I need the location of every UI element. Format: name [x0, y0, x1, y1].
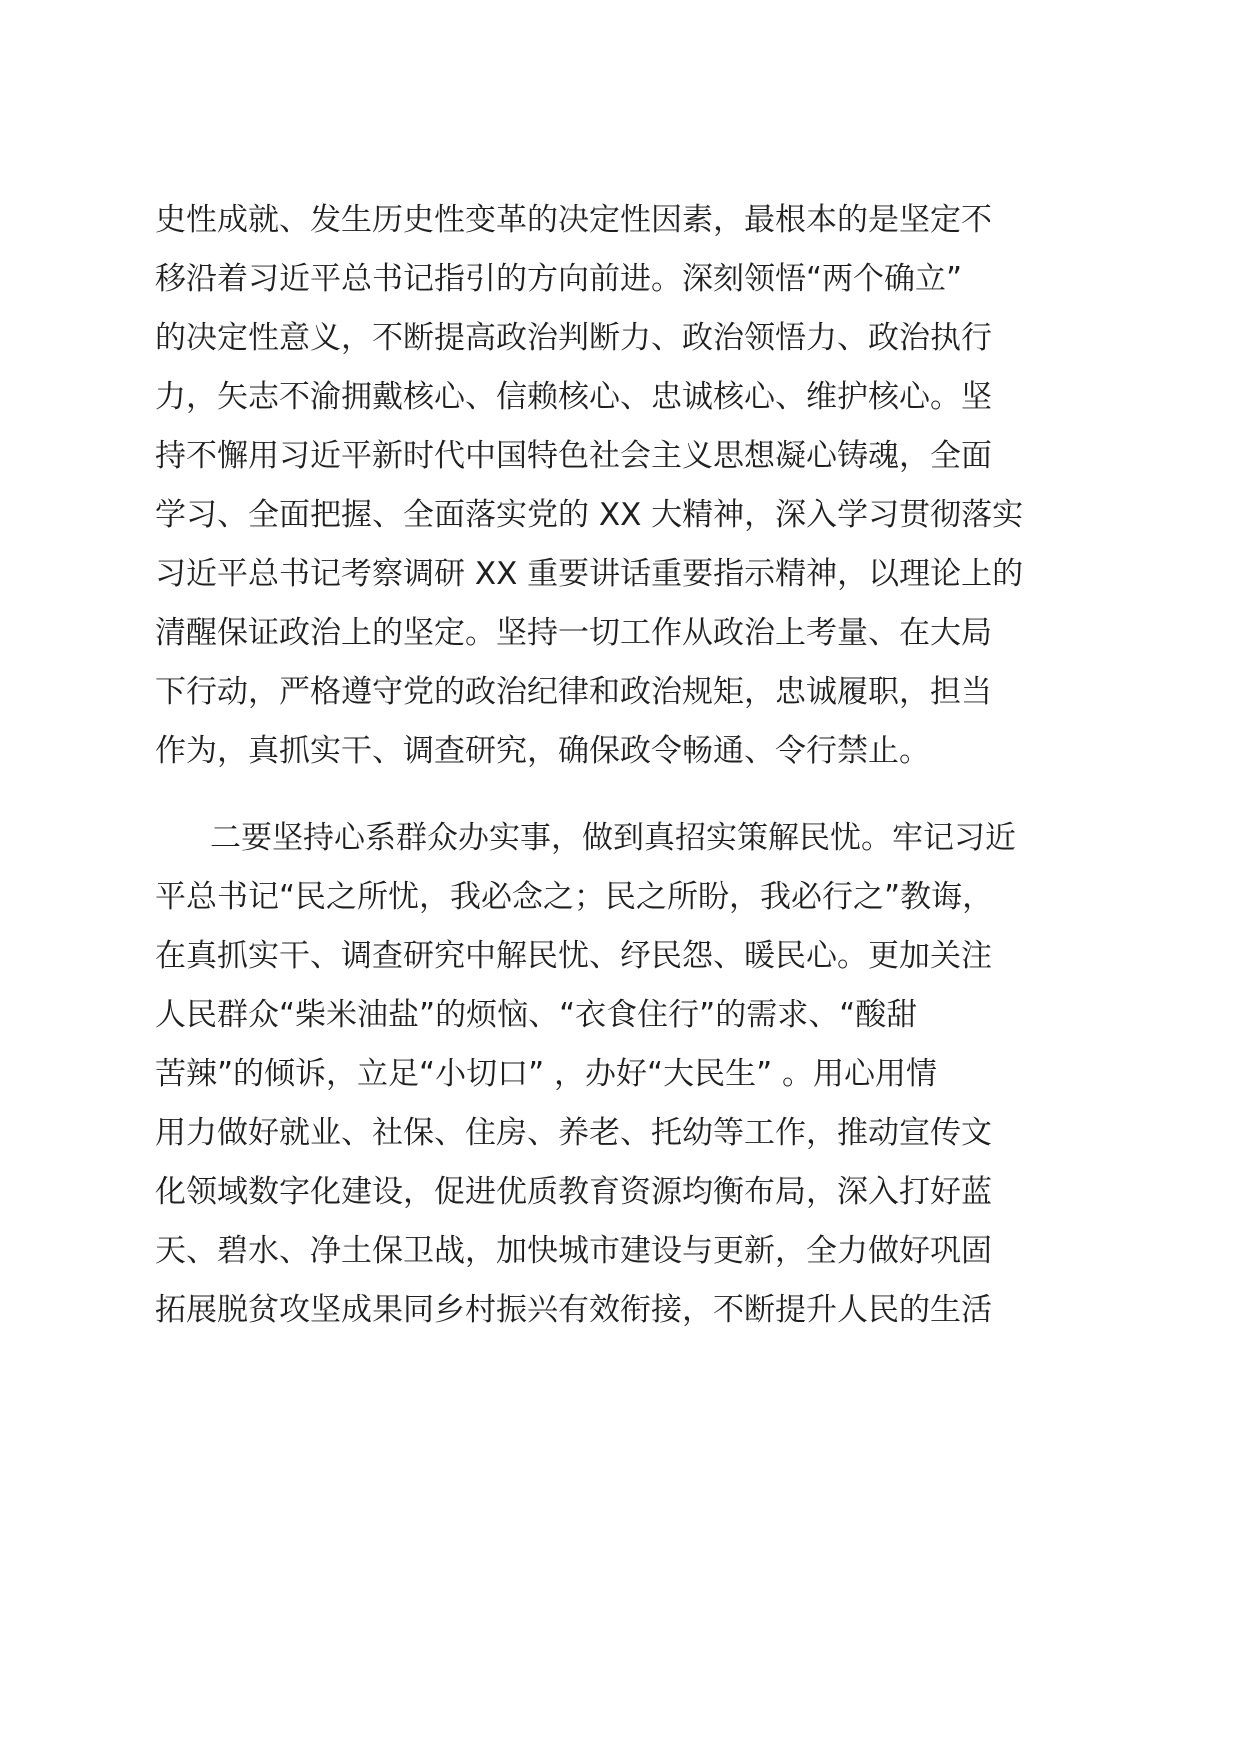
paragraph-1-line: 史性成就、发生历史性变革的决定性因素，最根本的是坚定不: [155, 202, 992, 238]
paragraph-2-line: 天、碧水、净土保卫战，加快城市建设与更新，全力做好巩固: [155, 1233, 992, 1269]
paragraph-2-line: 人民群众“柴米油盐”的烦恼、“衣食住行”的需求、“酸甜: [155, 997, 918, 1033]
paragraph-1-line: 下行动，严格遵守党的政治纪律和政治规矩，忠诚履职，担当: [155, 674, 992, 710]
paragraph-1-line: 清醒保证政治上的坚定。坚持一切工作从政治上考量、在大局: [155, 615, 992, 651]
paragraph-2-line: 用力做好就业、社保、住房、养老、托幼等工作，推动宣传文: [155, 1115, 992, 1151]
paragraph-1-line: 力，矢志不渝拥戴核心、信赖核心、忠诚核心、维护核心。坚: [155, 379, 992, 415]
paragraph-1-line: 习近平总书记考察调研 XX 重要讲话重要指示精神，以理论上的: [155, 556, 1024, 592]
paragraph-2-line: 拓展脱贫攻坚成果同乡村振兴有效衔接，不断提升人民的生活: [155, 1292, 992, 1328]
paragraph-1-line: 学习、全面把握、全面落实党的 XX 大精神，深入学习贯彻落实: [155, 497, 1024, 533]
paragraph-2-line: 化领域数字化建设，促进优质教育资源均衡布局，深入打好蓝: [155, 1174, 992, 1210]
paragraph-1-line: 持不懈用习近平新时代中国特色社会主义思想凝心铸魂，全面: [155, 438, 992, 474]
paragraph-1-line: 移沿着习近平总书记指引的方向前进。深刻领悟“两个确立”: [155, 261, 963, 297]
paragraph-1-line: 的决定性意义，不断提高政治判断力、政治领悟力、政治执行: [155, 320, 992, 356]
paragraph-1-line: 作为，真抓实干、调查研究，确保政令畅通、令行禁止。: [155, 733, 930, 769]
paragraph-2-line: 平总书记“民之所忧，我必念之；民之所盼，我必行之”教诲，: [155, 879, 994, 915]
paragraph-2-line: 在真抓实干、调查研究中解民忧、纾民怨、暖民心。更加关注: [155, 938, 992, 974]
paragraph-2-line: 苦辣”的倾诉，立足“小切口” ，办好“大民生” 。用心用情: [155, 1056, 938, 1092]
paragraph-2-line: 二要坚持心系群众办实事，做到真招实策解民忧。牢记习近: [210, 820, 1016, 856]
